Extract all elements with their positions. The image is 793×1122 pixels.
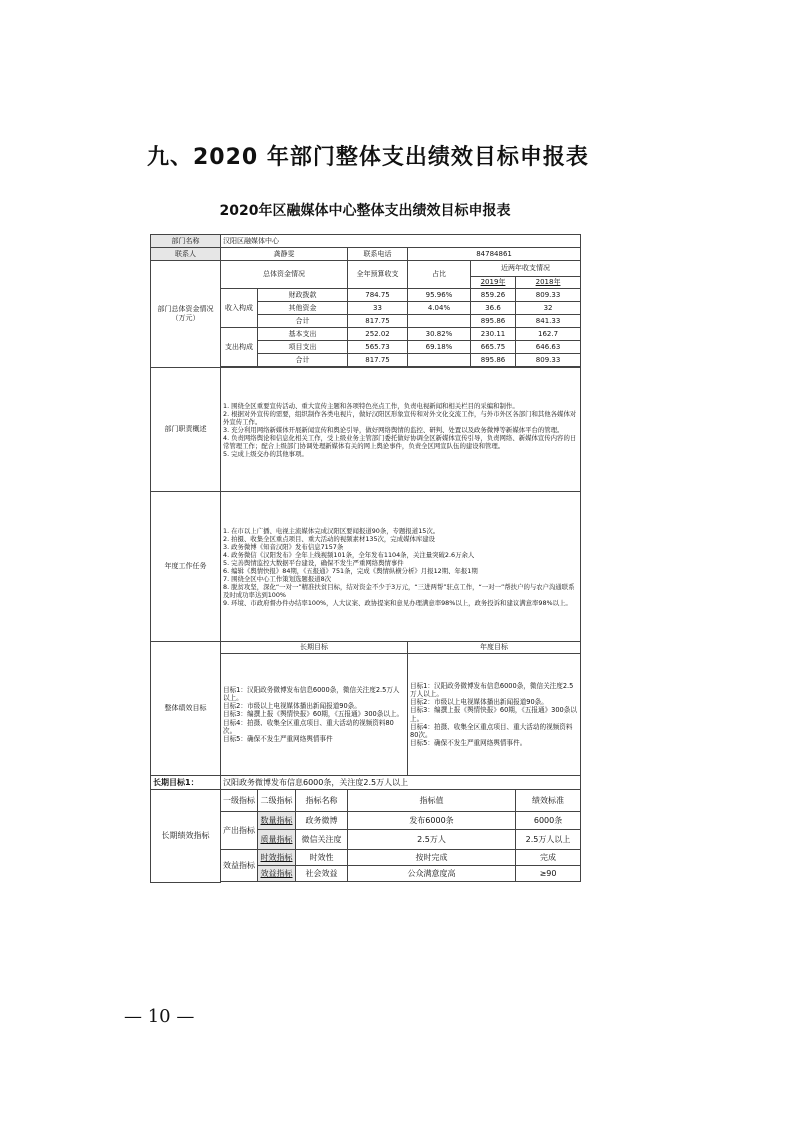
duties-text: 1. 围绕全区重要宣传活动、重大宣传主题和各项特色亮点工作，负责电视新闻和相关栏目的采编和制作。 2. 根据对外宣传的需要，组织制作各类电视片，做好汉阳区形象宣传和对外文化交流工作，与外市外区各部门和其他各媒体对外宣传工作。 3. 充分利用网络新媒体开展新闻宣传和舆论引导，做好网络舆情的监控、研判、处置以及政务微博等新媒体平台的管理。 4. 负责网络舆论和信息化相关工作，受上级业务主管部门委托做好协调全区新媒体宣传引导，负责网络、新媒体宣传内容的日常管理工作；配合上级部门协调处理新媒体有关的网上舆论事件，负责全区网宣队伍的建设和管理。 5. 完成上级交办的其他事项。 xyxy=(221,368,581,492)
dept-label: 部门名称 xyxy=(151,235,221,248)
indicator-name: 政务微博 xyxy=(296,812,348,830)
page-heading: 九、2020 年部门整体支出绩效目标申报表 xyxy=(147,145,589,170)
indicator-l2: 时效指标 xyxy=(258,850,296,866)
year1-header: 2019年 xyxy=(471,277,516,289)
long-goal-header: 长期目标 xyxy=(221,642,408,654)
income-label: 收入构成 xyxy=(221,289,258,328)
expense-name: 基本支出 xyxy=(258,328,348,341)
expense-y2: 646.63 xyxy=(516,341,581,354)
goals-label: 整体绩效目标 xyxy=(151,642,221,776)
expense-budget: 252.02 xyxy=(348,328,408,341)
phone-label: 联系电话 xyxy=(348,248,408,261)
contact-row xyxy=(151,248,581,261)
long-term-row xyxy=(151,776,581,790)
indicator-std: 2.5万人以上 xyxy=(516,830,581,850)
expense-name: 合计 xyxy=(258,354,348,367)
contact-name: 龚静雯 xyxy=(221,248,348,261)
income-y1: 859.26 xyxy=(471,289,516,302)
expense-y1: 230.11 xyxy=(471,328,516,341)
indicator-value: 2.5万人 xyxy=(348,830,516,850)
income-budget: 817.75 xyxy=(348,315,408,328)
expense-budget: 817.75 xyxy=(348,354,408,367)
tasks-row xyxy=(151,492,581,642)
budget-header: 全年预算收支 xyxy=(348,261,408,289)
output-label: 产出指标 xyxy=(221,812,258,850)
tasks-text: 1. 在市以上广播、电视主流媒体完成汉阳区要闻报道90条，专题报道15次。 2. 拍摄、收集全区重点项目、重大活动的视频素材135次，完成媒体库建设 3. 政务微博《知音汉阳》发布信息7157条 4. 政务微信《汉阳发布》全年上线视频101条，全年发布1104条，关注量突破2.6万余人 5. 完善舆情监控大数据平台建设，确保不发生严重网络舆情事件 6. 编辑《舆情快报》84期，《五报通》751条，完成《舆情纵横分析》月报12期、年报1期 7. 围绕全区中心工作策划选题报道8次 8. 脱贫攻坚，深化“一对一”精准扶贫目标，结对资金不少于3万元，“三进两帮”驻点工作，“一对一”帮扶户的与农户沟通联系及时成功率达到100% 9. 环境、市政府督办件办结率100%，人大议案、政协提案和意见办理满意率98%以上，政务投诉和建议满意率98%以上。 xyxy=(221,492,581,642)
phone-value: 84784861 xyxy=(408,248,581,261)
prev-header: 近两年收支情况 xyxy=(471,261,581,277)
expense-y2: 162.7 xyxy=(516,328,581,341)
income-ratio xyxy=(408,315,471,328)
indicator-value: 按时完成 xyxy=(348,850,516,866)
expense-budget: 565.73 xyxy=(348,341,408,354)
income-y1: 36.6 xyxy=(471,302,516,315)
indicator-header: 指标值 xyxy=(348,790,516,812)
indicator-header: 绩效标准 xyxy=(516,790,581,812)
indicator-std: 完成 xyxy=(516,850,581,866)
dept-row xyxy=(151,235,581,248)
income-name: 财政拨款 xyxy=(258,289,348,302)
tasks-label: 年度工作任务 xyxy=(151,492,221,642)
indicator-name: 社会效益 xyxy=(296,866,348,882)
expense-y2: 809.33 xyxy=(516,354,581,367)
income-y2: 841.33 xyxy=(516,315,581,328)
expense-label: 支出构成 xyxy=(221,328,258,367)
income-y2: 32 xyxy=(516,302,581,315)
expense-ratio xyxy=(408,354,471,367)
year-goal-text: 目标1：汉阳政务微博发布信息6000条，微信关注度2.5万人以上。 目标2：市级以上电视媒体播出新闻报道90条。 目标3：编撰上报《舆情快报》60期，《五报通》300条以上。 目标4：拍摄、收集全区重点项目、重大活动的视频资料80次。 目标5：确保不发生严重网络舆情事件。 xyxy=(408,654,581,776)
page-number: — 10 — xyxy=(124,1006,195,1027)
duties-label: 部门职责概述 xyxy=(151,368,221,492)
income-ratio: 95.96% xyxy=(408,289,471,302)
income-name: 其他资金 xyxy=(258,302,348,315)
income-name: 合计 xyxy=(258,315,348,328)
funding-label: 部门总体资金情况 （万元） xyxy=(151,261,221,368)
indicator-name: 时效性 xyxy=(296,850,348,866)
indicator-value: 发布6000条 xyxy=(348,812,516,830)
indicator-name: 微信关注度 xyxy=(296,830,348,850)
indicator-header: 二级指标 xyxy=(258,790,296,812)
overall-header: 总体资金情况 xyxy=(221,261,348,289)
long-term-value: 汉阳政务微博发布信息6000条，关注度2.5万人以上 xyxy=(221,776,581,790)
ratio-header: 占比 xyxy=(408,261,471,289)
indicator-l2: 数量指标 xyxy=(258,812,296,830)
income-y1: 895.86 xyxy=(471,315,516,328)
indicator-l2: 效益指标 xyxy=(258,866,296,882)
year2-header: 2018年 xyxy=(516,277,581,289)
duties-row xyxy=(151,368,581,492)
table-title: 2020年区融媒体中心整体支出绩效目标申报表 xyxy=(219,203,511,219)
income-budget: 33 xyxy=(348,302,408,315)
indicator-header: 指标名称 xyxy=(296,790,348,812)
indicator-std: ≥90 xyxy=(516,866,581,882)
income-y2: 809.33 xyxy=(516,289,581,302)
income-ratio: 4.04% xyxy=(408,302,471,315)
expense-ratio: 69.18% xyxy=(408,341,471,354)
expense-name: 项目支出 xyxy=(258,341,348,354)
expense-ratio: 30.82% xyxy=(408,328,471,341)
indicator-header: 一级指标 xyxy=(221,790,258,812)
indicator-std: 6000条 xyxy=(516,812,581,830)
long-goal-text: 目标1：汉阳政务微博发布信息6000条，微信关注度2.5万人以上。 目标2：市级以上电视媒体播出新闻报道90条。 目标3：编撰上报《舆情快报》60期，《五报通》300条以上。 目标4：拍摄、收集全区重点项目、重大活动的视频资料80次。 目标5：确保不发生严重网络舆情事件 xyxy=(221,654,408,776)
effect-label: 效益指标 xyxy=(221,850,258,882)
expense-y1: 665.75 xyxy=(471,341,516,354)
indicator-value: 公众满意度高 xyxy=(348,866,516,882)
expense-y1: 895.86 xyxy=(471,354,516,367)
long-term-label: 长期目标1： xyxy=(151,776,221,790)
performance-table xyxy=(150,234,581,883)
year-goal-header: 年度目标 xyxy=(408,642,581,654)
dept-value: 汉阳区融媒体中心 xyxy=(221,235,581,248)
indicator-l2: 质量指标 xyxy=(258,830,296,850)
contact-label: 联系人 xyxy=(151,248,221,261)
indicators-label: 长期绩效指标 xyxy=(151,790,221,883)
income-budget: 784.75 xyxy=(348,289,408,302)
